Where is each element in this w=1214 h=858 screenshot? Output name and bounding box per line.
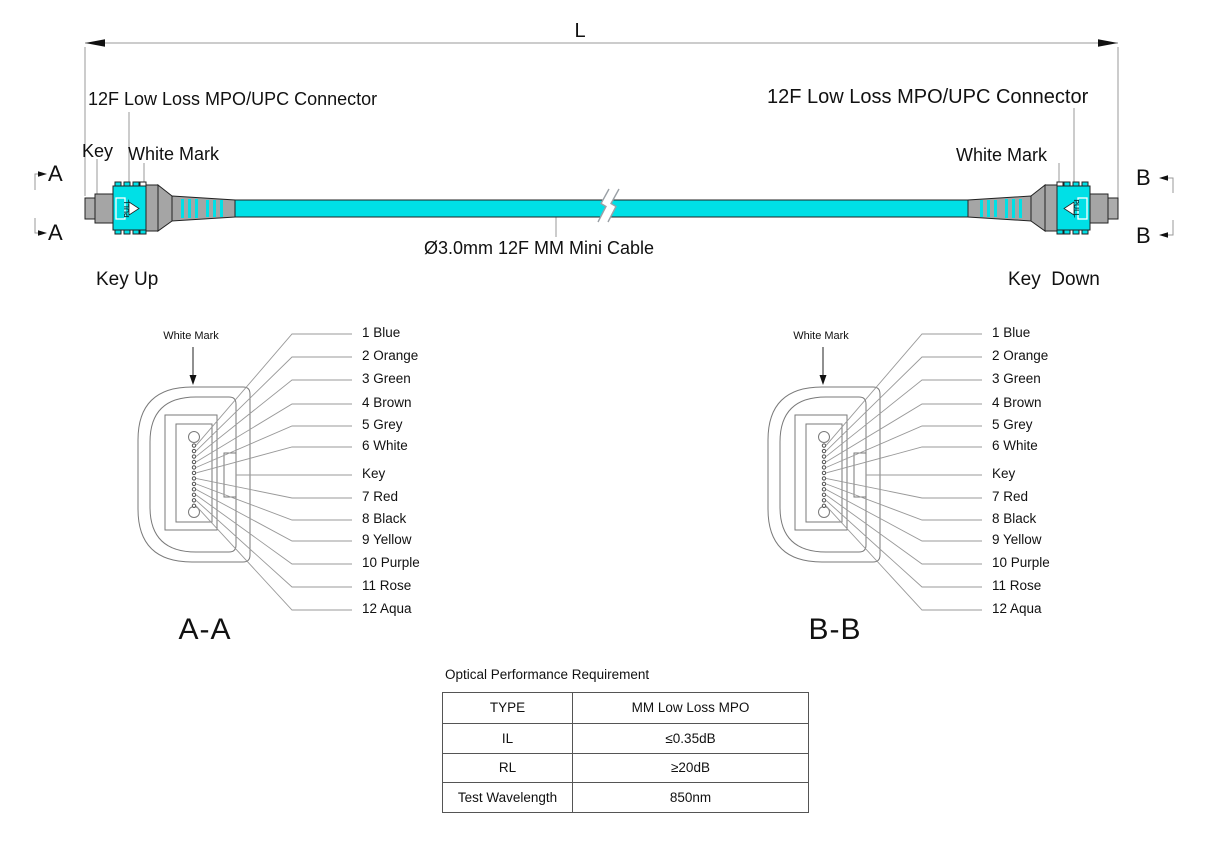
face-white-mark-arrow — [820, 375, 827, 385]
fiber-label: 9 Yellow — [362, 532, 412, 547]
fiber-dot-5 — [822, 466, 825, 469]
fiber-label: 12 Aqua — [992, 601, 1042, 616]
section-arrow-b-bottom — [1159, 232, 1168, 238]
fiber-label: 3 Green — [362, 371, 411, 386]
fiber-dot-7 — [822, 477, 825, 480]
dimension-arrow-left — [85, 39, 105, 47]
connector-face-views — [138, 334, 982, 610]
fiber-dot-6 — [192, 471, 195, 474]
table-param-cell: IL — [443, 723, 573, 753]
fiber-label: 11 Rose — [992, 578, 1042, 593]
fiber-dot-3 — [822, 455, 825, 458]
fiber-label: Key — [362, 466, 386, 481]
fiber-label: 5 Grey — [362, 417, 403, 432]
face-view-0 — [138, 387, 250, 562]
table-param-cell: Test Wavelength — [443, 782, 573, 812]
face-key-rect — [854, 453, 866, 497]
fiber-dot-11 — [192, 499, 195, 502]
fiber-label: 1 Blue — [362, 325, 401, 340]
fiber-dot-3 — [192, 455, 195, 458]
section-letter-a-top: A — [48, 161, 63, 186]
table-param-cell: RL — [443, 753, 573, 783]
fiber-label: 6 White — [992, 438, 1038, 453]
face-view-title: B-B — [808, 613, 862, 646]
table-value-cell: ≤0.35dB — [573, 723, 808, 753]
section-marker-b — [1167, 178, 1173, 235]
fiber-dot-8 — [822, 482, 825, 485]
fiber-dot-7 — [192, 477, 195, 480]
right-connector — [968, 182, 1118, 234]
table-value-cell: MM Low Loss MPO — [631, 700, 750, 716]
fiber-dot-12 — [822, 504, 825, 507]
key-label: Key — [82, 141, 114, 161]
fiber-label: 11 Rose — [362, 578, 412, 593]
fiber-dot-1 — [822, 444, 825, 447]
face-white-mark-label: White Mark — [793, 330, 849, 342]
fiber-label: 6 White — [362, 438, 408, 453]
key-up-label: Key Up — [96, 269, 159, 290]
left-pull-label: PULL — [124, 199, 131, 218]
section-marker-a — [35, 174, 39, 233]
fiber-dot-8 — [192, 482, 195, 485]
fiber-label: 2 Orange — [992, 348, 1049, 363]
face-view-1 — [768, 387, 880, 562]
section-letter-b-bottom: B — [1136, 223, 1151, 248]
fiber-dot-9 — [192, 488, 195, 491]
fiber-label: 8 Black — [992, 511, 1037, 526]
right-pull-label: PULL — [1072, 199, 1079, 218]
fiber-dot-2 — [822, 449, 825, 452]
left-white-mark-label: White Mark — [128, 144, 220, 164]
fan-leaders-0 — [196, 334, 352, 610]
performance-table-title: Optical Performance Requirement — [445, 667, 650, 682]
fiber-dot-10 — [192, 493, 195, 496]
dimension-label: L — [574, 20, 586, 42]
section-arrow-a-top — [38, 171, 47, 177]
table-value-cell: 850nm — [573, 782, 808, 812]
fiber-label: 8 Black — [362, 511, 407, 526]
section-letter-b-top: B — [1136, 165, 1151, 190]
fiber-dot-1 — [192, 444, 195, 447]
fiber-label: 9 Yellow — [992, 532, 1042, 547]
fiber-dot-4 — [192, 460, 195, 463]
dimension-line — [85, 43, 1118, 212]
fiber-dot-9 — [822, 488, 825, 491]
fiber-dot-5 — [192, 466, 195, 469]
key-down-label: Key Down — [1008, 269, 1100, 290]
fiber-label: 7 Red — [362, 489, 399, 504]
fiber-label: 4 Brown — [362, 395, 412, 410]
leader-lines — [97, 108, 1074, 237]
fiber-label: 1 Blue — [992, 325, 1031, 340]
section-arrow-b-top — [1159, 175, 1168, 181]
fiber-label: 5 Grey — [992, 417, 1033, 432]
performance-table — [442, 692, 809, 813]
right-connector-label: 12F Low Loss MPO/UPC Connector — [767, 86, 1089, 108]
fiber-dot-12 — [192, 504, 195, 507]
face-key-rect — [224, 453, 236, 497]
cable-label: Ø3.0mm 12F MM Mini Cable — [424, 238, 655, 258]
fiber-label: 10 Purple — [362, 555, 420, 570]
left-connector — [85, 182, 235, 234]
table-param-cell: TYPE — [443, 693, 573, 723]
right-white-mark-label: White Mark — [956, 145, 1048, 165]
fiber-label: 12 Aqua — [362, 601, 412, 616]
face-view-title: A-A — [178, 613, 232, 646]
fiber-label: 3 Green — [992, 371, 1041, 386]
fiber-dot-11 — [822, 499, 825, 502]
fiber-dot-2 — [192, 449, 195, 452]
section-letter-a-bottom: A — [48, 220, 63, 245]
fiber-label: 4 Brown — [992, 395, 1042, 410]
fiber-label: 2 Orange — [362, 348, 419, 363]
left-connector-label: 12F Low Loss MPO/UPC Connector — [88, 89, 378, 109]
fiber-label: 10 Purple — [992, 555, 1050, 570]
section-arrow-a-bottom — [38, 230, 47, 236]
table-value-cell: ≥20dB — [573, 753, 808, 783]
face-white-mark-arrow — [190, 375, 197, 385]
fiber-dot-6 — [822, 471, 825, 474]
fiber-label: Key — [992, 466, 1016, 481]
dimension-arrow-right — [1098, 39, 1118, 47]
fiber-label: 7 Red — [992, 489, 1029, 504]
fan-leaders-1 — [826, 334, 982, 610]
fiber-dot-10 — [822, 493, 825, 496]
face-white-mark-label: White Mark — [163, 330, 219, 342]
fiber-dot-4 — [822, 460, 825, 463]
